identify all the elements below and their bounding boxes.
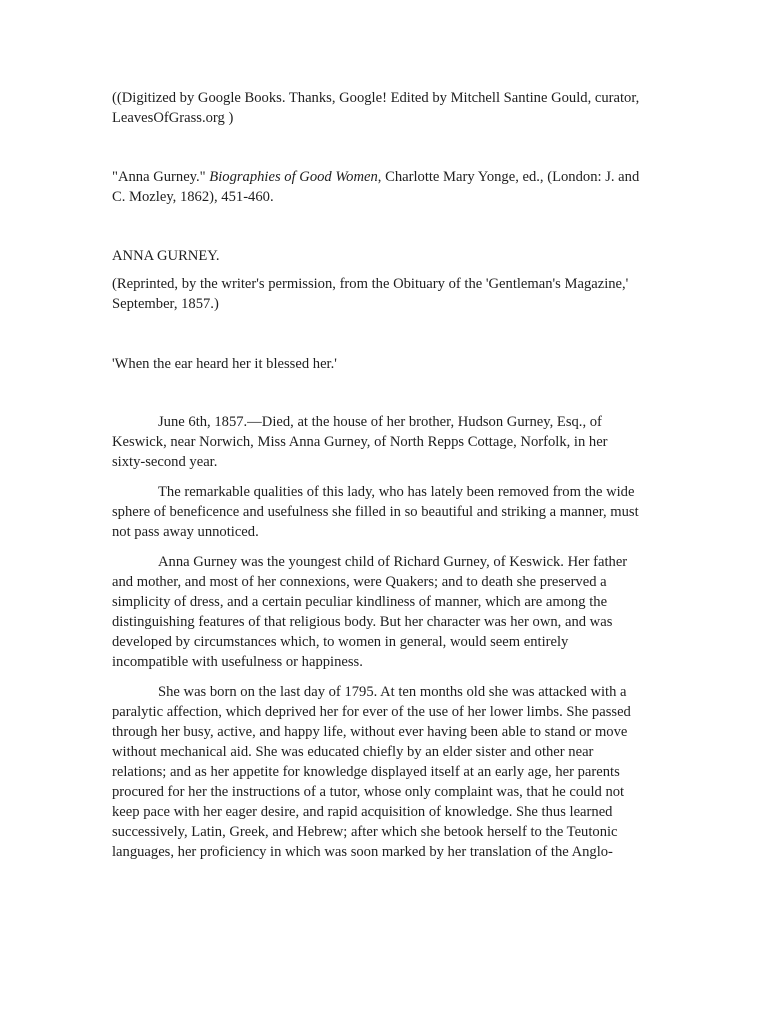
citation-details: , Charlotte Mary Yonge, ed., (London: J. and C. Mozley, 1862), 451-460. xyxy=(112,169,640,205)
article-body xyxy=(112,412,642,862)
body-paragraph: She was born on the last day of 1795. At ten months old she was attacked with a paralytic affection, which deprived her for ever of the use of her lower limbs. She passed through her busy, active, and happy life, without ever having been able to stand or move without mechanical aid. She was educated chiefly by an elder sister and other near relations; and as her appetite for knowledge displayed itself at an early age, her parents procured for her the instructions of a tutor, whose only complaint was, that he could not keep pace with her eager desire, and rapid acquisition of knowledge. She thus learned successively, Latin, Greek, and Hebrew; after which she betook herself to the Teutonic languages, her proficiency in which was soon marked by her translation of the Anglo- xyxy=(112,684,631,860)
digitization-note: ((Digitized by Google Books. Thanks, Google! Edited by Mitchell Santine Gould, curator, LeavesOfGrass.org ) xyxy=(112,90,640,126)
citation-book-title: Biographies of Good Women xyxy=(209,169,378,185)
body-paragraph: The remarkable qualities of this lady, who has lately been removed from the wide sphere of beneficence and usefulness she filled in so beautiful and striking a manner, must not pass away unnoticed. xyxy=(112,484,639,540)
document-page xyxy=(112,88,642,872)
epigraph: 'When the ear heard her it blessed her.' xyxy=(112,356,337,372)
article-heading: ANNA GURNEY. xyxy=(112,248,220,264)
citation xyxy=(112,167,642,207)
reprint-note: (Reprinted, by the writer's permission, from the Obituary of the 'Gentleman's Magazine,' September, 1857.) xyxy=(112,276,629,312)
body-paragraph: Anna Gurney was the youngest child of Richard Gurney, of Keswick. Her father and mother, and most of her connexions, were Quakers; and to death she preserved a simplicity of dress, and a certain peculiar kindliness of manner, which are among the distinguishing features of that religious body. But her character was her own, and was developed by circumstances which, to women in general, would seem entirely incompatible with usefulness or happiness. xyxy=(112,554,628,670)
body-paragraph: June 6th, 1857.—Died, at the house of her brother, Hudson Gurney, Esq., of Keswick, near Norwich, Miss Anna Gurney, of North Repps Cottage, Norfolk, in her sixty-second year. xyxy=(112,414,608,470)
citation-quoted-title: "Anna Gurney." xyxy=(112,169,210,185)
